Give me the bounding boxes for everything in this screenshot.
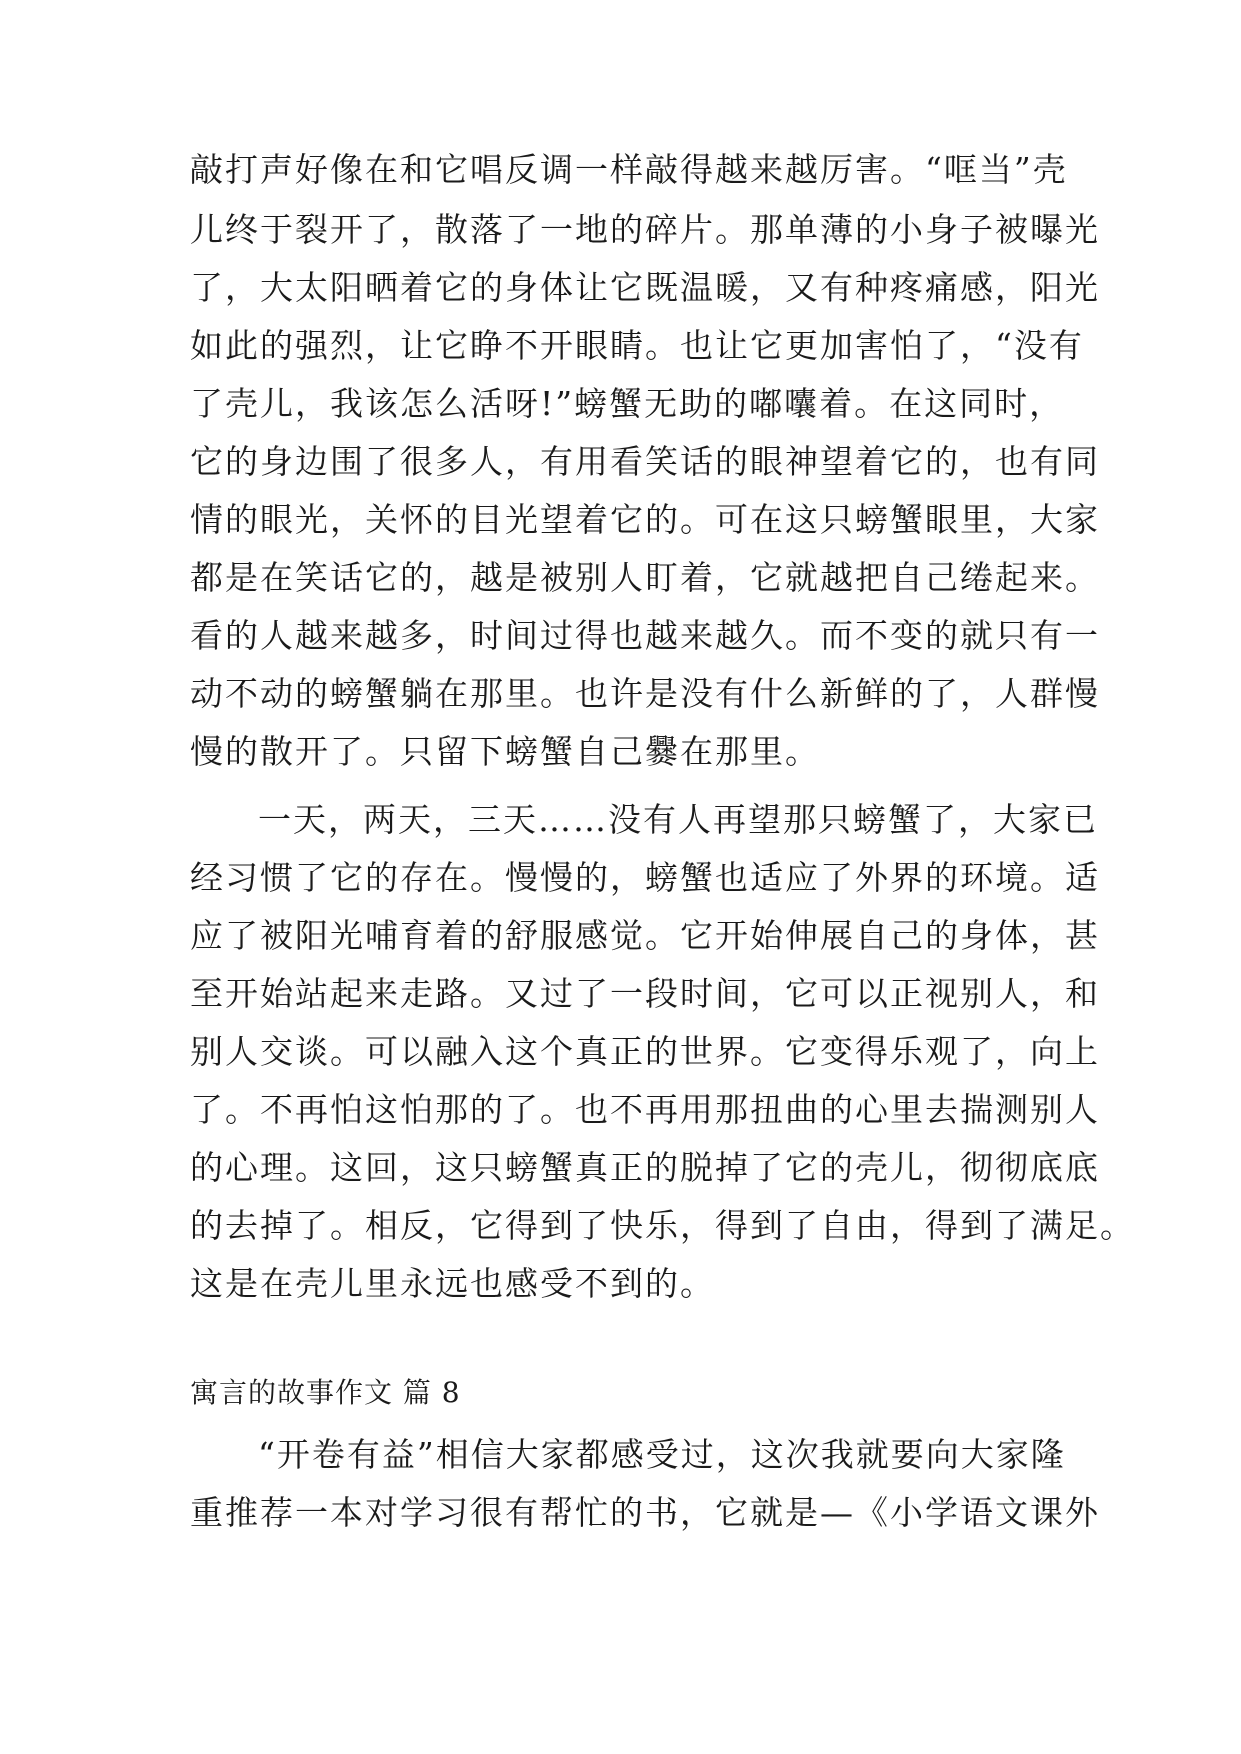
text-line: 都是在笑话它的，越是被别人盯着，它就越把自己绻起来。 bbox=[190, 558, 1100, 597]
text-line: 慢的散开了。只留下螃蟹自己爨在那里。 bbox=[190, 732, 820, 771]
text-line: 如此的强烈，让它睁不开眼睛。也让它更加害怕了，“没有 bbox=[190, 326, 1084, 365]
text-line: 看的人越来越多，时间过得也越来越久。而不变的就只有一 bbox=[190, 616, 1100, 655]
text-line: 的心理。这回，这只螃蟹真正的脱掉了它的壳儿，彻彻底底 bbox=[190, 1148, 1100, 1187]
text-line: 了，大太阳晒着它的身体让它既温暖，又有种疼痛感，阳光 bbox=[190, 268, 1100, 307]
text-line: 了壳儿，我该怎么活呀!”螃蟹无助的嘟囔着。在这同时， bbox=[190, 384, 1065, 423]
text-line: 它的身边围了很多人，有用看笑话的眼神望着它的，也有同 bbox=[190, 442, 1100, 481]
text-line: 至开始站起来走路。又过了一段时间，它可以正视别人，和 bbox=[190, 974, 1100, 1013]
section-heading: 寓言的故事作文 篇 8 bbox=[190, 1376, 461, 1409]
text-line: 了。不再怕这怕那的了。也不再用那扭曲的心里去揣测别人 bbox=[190, 1090, 1100, 1129]
text-line: “开卷有益”相信大家都感受过，这次我就要向大家隆 bbox=[258, 1435, 1066, 1474]
text-line: 这是在壳儿里永远也感受不到的。 bbox=[190, 1264, 715, 1303]
text-line: 经习惯了它的存在。慢慢的，螃蟹也适应了外界的环境。适 bbox=[190, 858, 1100, 897]
text-line: 儿终于裂开了，散落了一地的碎片。那单薄的小身子被曝光 bbox=[190, 210, 1100, 249]
text-line: 的去掉了。相反，它得到了快乐，得到了自由，得到了满足。 bbox=[190, 1206, 1135, 1245]
text-line: 重推荐一本对学习很有帮忙的书，它就是—《小学语文课外 bbox=[190, 1493, 1100, 1532]
text-line: 敲打声好像在和它唱反调一样敲得越来越厉害。“哐当”壳 bbox=[190, 150, 1068, 189]
text-line: 应了被阳光哺育着的舒服感觉。它开始伸展自己的身体，甚 bbox=[190, 916, 1100, 955]
text-line: 情的眼光，关怀的目光望着它的。可在这只螃蟹眼里，大家 bbox=[190, 500, 1100, 539]
text-line: 别人交谈。可以融入这个真正的世界。它变得乐观了，向上 bbox=[190, 1032, 1100, 1071]
text-line: 动不动的螃蟹躺在那里。也许是没有什么新鲜的了，人群慢 bbox=[190, 674, 1100, 713]
text-line: 一天，两天，三天……没有人再望那只螃蟹了，大家已 bbox=[258, 800, 1098, 839]
